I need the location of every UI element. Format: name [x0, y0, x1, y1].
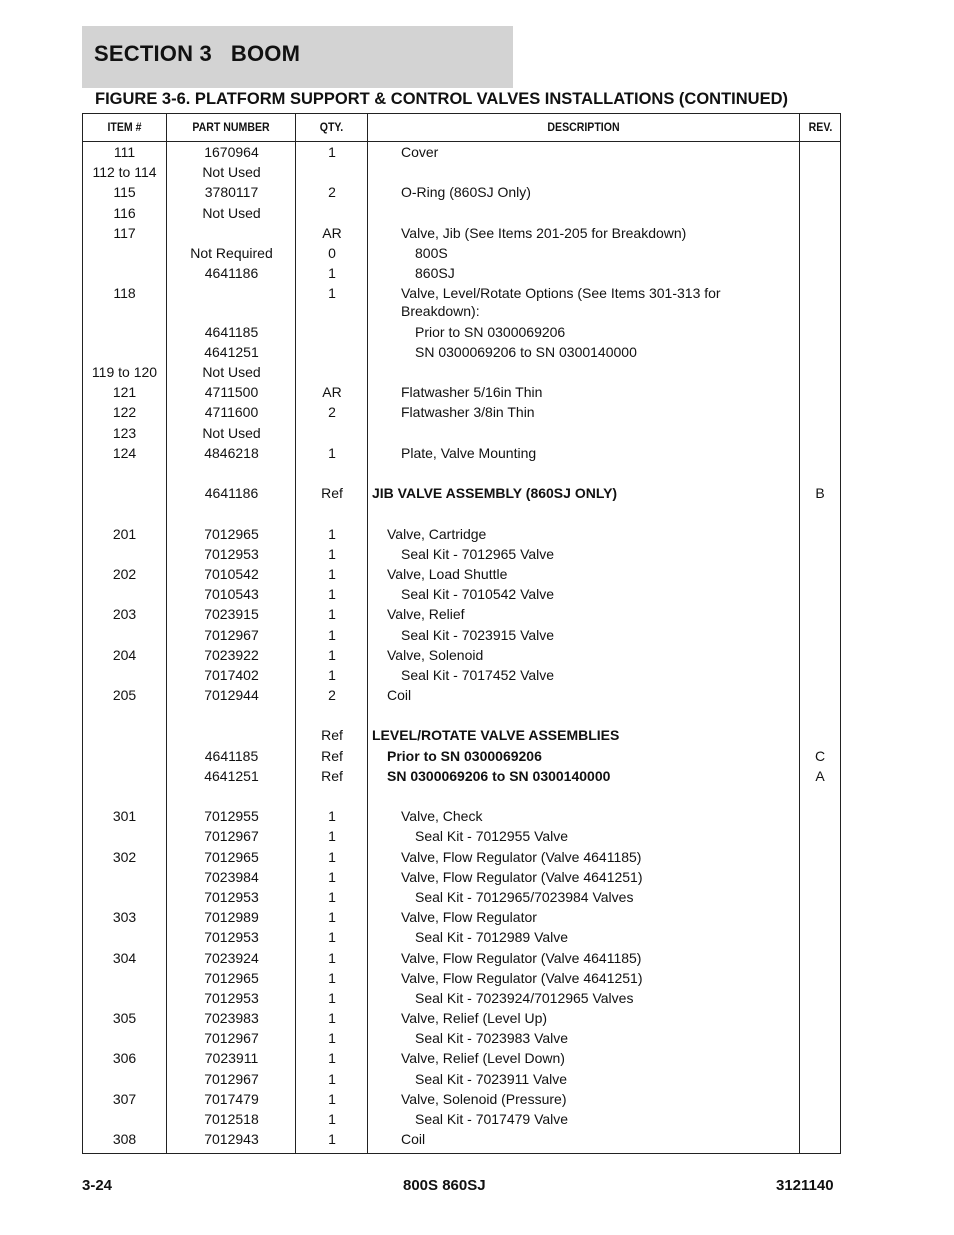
part-number-cell: 4711600: [204, 404, 259, 421]
description-cell: Prior to SN 0300069206: [387, 747, 542, 764]
table-row: [83, 766, 840, 786]
table-row: [83, 806, 840, 826]
item-cell: 204: [112, 646, 137, 663]
description-cell: Seal Kit - 7012965/7023984 Valves: [415, 888, 634, 905]
table-row: [83, 1109, 840, 1129]
item-cell: 124: [112, 444, 137, 461]
part-number-cell: 7012967: [204, 828, 259, 845]
part-number-cell: 7023924: [204, 949, 259, 966]
qty-cell: 1: [328, 1070, 336, 1087]
header-qty: QTY.: [319, 120, 344, 134]
part-number-cell: 7012953: [204, 989, 259, 1006]
table-row: [83, 322, 840, 342]
part-number-cell: 7012965: [204, 525, 259, 542]
part-number-cell: Not Used: [202, 204, 261, 221]
table-row: [83, 524, 840, 544]
description-cell: JIB VALVE ASSEMBLY (860SJ ONLY): [372, 485, 618, 502]
part-number-cell: 1670964: [204, 144, 259, 160]
item-cell: 307: [112, 1090, 137, 1107]
qty-cell: 2: [328, 687, 336, 704]
qty-cell: 1: [328, 606, 336, 623]
qty-cell: AR: [322, 384, 342, 401]
qty-cell: 1: [328, 828, 336, 845]
qty-cell: 1: [328, 545, 336, 562]
page-number: 3-24: [82, 1177, 113, 1194]
table-row: [83, 645, 840, 665]
part-number-cell: 4641185: [204, 747, 259, 764]
table-row: [83, 142, 840, 162]
item-cell: 202: [112, 565, 137, 582]
table-row: [83, 927, 840, 947]
table-row: [83, 423, 840, 443]
qty-cell: 1: [328, 1131, 336, 1148]
table-body: [83, 142, 840, 1153]
table-row: [83, 725, 840, 745]
part-number-cell: 7012953: [204, 929, 259, 946]
description-cell: Valve, Flow Regulator (Valve 4641251): [401, 868, 643, 885]
description-cell: Cover: [401, 144, 439, 160]
table-row: [83, 362, 840, 382]
part-number-cell: 7012953: [204, 545, 259, 562]
item-cell: 121: [112, 384, 137, 401]
description-cell: Valve, Load Shuttle: [387, 565, 508, 582]
part-number-cell: 7012967: [204, 1030, 259, 1047]
qty-cell: 1: [328, 929, 336, 946]
part-number-cell: 7023915: [204, 606, 259, 623]
part-number-cell: 7023983: [204, 1010, 259, 1027]
qty-cell: 1: [328, 888, 336, 905]
qty-cell: 1: [328, 666, 336, 683]
table-row: [83, 988, 840, 1008]
part-number-cell: 7010542: [204, 565, 259, 582]
section-banner: [82, 26, 513, 88]
description-cell: SN 0300069206 to SN 0300140000: [387, 767, 611, 784]
part-number-cell: 4846218: [204, 444, 259, 461]
part-number-cell: 4641186: [204, 485, 259, 502]
part-number-cell: 3780117: [204, 184, 259, 201]
table-row: [83, 948, 840, 968]
part-number-cell: Not Used: [202, 364, 261, 381]
description-cell: Valve, Cartridge: [387, 525, 487, 542]
description-cell: Seal Kit - 7023924/7012965 Valves: [415, 989, 634, 1006]
part-number-cell: 7017402: [204, 666, 259, 683]
part-number-cell: 4641185: [204, 323, 259, 340]
qty-cell: AR: [322, 224, 342, 241]
item-cell: 203: [112, 606, 137, 623]
part-number-cell: 7012967: [204, 1070, 259, 1087]
item-cell: 112 to 114: [92, 164, 157, 181]
table-row: [83, 665, 840, 685]
part-number-cell: 7012967: [204, 626, 259, 643]
section-title: SECTION 3 BOOM: [94, 41, 301, 66]
description-cell: Valve, Level/Rotate Options (See Items 301-313 for Breakdown):: [401, 285, 721, 320]
qty-cell: 1: [328, 949, 336, 966]
table-row: [83, 564, 840, 584]
qty-cell: 1: [328, 808, 336, 825]
part-number-cell: 7012518: [204, 1111, 259, 1127]
part-number-cell: 7012953: [204, 888, 259, 905]
qty-cell: 1: [328, 444, 336, 461]
description-cell: Valve, Solenoid (Pressure): [401, 1090, 567, 1107]
part-number-cell: Not Required: [190, 244, 273, 261]
item-cell: 123: [112, 424, 137, 441]
table-row: [83, 544, 840, 564]
table-row: [83, 1048, 840, 1068]
table-row: [83, 887, 840, 907]
part-number-cell: 7012989: [204, 909, 259, 926]
description-cell: LEVEL/ROTATE VALVE ASSEMBLIES: [372, 727, 620, 744]
description-cell: 800S: [415, 244, 448, 261]
qty-cell: 1: [328, 1030, 336, 1047]
item-cell: 306: [112, 1050, 137, 1067]
description-cell: Coil: [401, 1131, 426, 1148]
table-row: [83, 746, 840, 766]
description-cell: Valve, Flow Regulator: [401, 909, 537, 926]
table-row: [83, 243, 840, 263]
description-cell: Valve, Relief (Level Down): [401, 1050, 565, 1067]
description-cell: O-Ring (860SJ Only): [401, 184, 531, 201]
qty-cell: 1: [328, 565, 336, 582]
qty-cell: 0: [328, 244, 336, 261]
description-cell: Plate, Valve Mounting: [401, 444, 537, 461]
table-row: [83, 1129, 840, 1149]
description-cell: Valve, Flow Regulator (Valve 4641251): [401, 969, 643, 986]
header-part-number: PART NUMBER: [192, 120, 270, 134]
item-cell: 111: [113, 144, 136, 160]
qty-cell: 2: [328, 184, 336, 201]
description-cell: Flatwasher 5/16in Thin: [401, 384, 543, 401]
table-row: [83, 867, 840, 887]
part-number-cell: 7023911: [204, 1050, 259, 1067]
table-row: [83, 685, 840, 705]
description-cell: Valve, Flow Regulator (Valve 4641185): [401, 848, 642, 865]
description-cell: Seal Kit - 7012965 Valve: [401, 545, 555, 562]
table-row: [83, 382, 840, 402]
qty-cell: 1: [328, 525, 336, 542]
qty-cell: 1: [328, 868, 336, 885]
qty-cell: 1: [328, 285, 336, 302]
description-cell: Seal Kit - 7017479 Valve: [415, 1111, 569, 1127]
qty-cell: 1: [328, 989, 336, 1006]
description-cell: Seal Kit - 7023983 Valve: [415, 1030, 569, 1047]
description-cell: Valve, Relief (Level Up): [401, 1010, 548, 1027]
part-number-cell: 7012943: [204, 1131, 259, 1148]
description-cell: Seal Kit - 7023915 Valve: [401, 626, 555, 643]
table-row: [83, 1028, 840, 1048]
table-row: [83, 1089, 840, 1109]
header-description: DESCRIPTION: [547, 120, 620, 134]
part-number-cell: Not Used: [202, 164, 261, 181]
table-row: [83, 826, 840, 846]
part-number-cell: 7012965: [204, 848, 259, 865]
description-cell: Valve, Check: [401, 808, 483, 825]
table-row: [83, 342, 840, 362]
figure-title: FIGURE 3-6. PLATFORM SUPPORT & CONTROL VALVES INSTALLATIONS (CONTINUED): [95, 90, 788, 108]
qty-cell: 1: [328, 909, 336, 926]
table-row: [83, 443, 840, 463]
blank-row: [83, 786, 840, 806]
table-row: [83, 162, 840, 182]
table-row: [83, 402, 840, 422]
description-cell: Seal Kit - 7012955 Valve: [415, 828, 569, 845]
qty-cell: 1: [328, 586, 336, 603]
qty-cell: 1: [328, 265, 336, 282]
description-cell: Valve, Solenoid: [387, 646, 484, 663]
blank-row: [83, 705, 840, 725]
description-cell: SN 0300069206 to SN 0300140000: [415, 343, 637, 360]
table-row: [83, 1008, 840, 1028]
header-item: ITEM #: [107, 120, 142, 134]
table-row: [83, 968, 840, 988]
description-cell: Seal Kit - 7012989 Valve: [415, 929, 569, 946]
part-number-cell: 7017479: [204, 1090, 259, 1107]
table-row: [83, 223, 840, 243]
description-cell: Valve, Relief: [387, 606, 465, 623]
part-number-cell: 7023922: [204, 646, 259, 663]
part-number-cell: 4711500: [204, 384, 259, 401]
table-header-row: [83, 114, 840, 142]
table-row: [83, 483, 840, 503]
description-cell: Coil: [387, 687, 412, 704]
item-cell: 122: [112, 404, 137, 421]
qty-cell: 1: [328, 1010, 336, 1027]
qty-cell: 1: [328, 144, 336, 160]
blank-row: [83, 503, 840, 523]
qty-cell: Ref: [321, 727, 343, 744]
table-row: [83, 604, 840, 624]
table-row: [83, 182, 840, 202]
item-cell: 115: [113, 184, 136, 201]
item-cell: 303: [112, 909, 137, 926]
part-number-cell: 4641251: [204, 767, 259, 784]
blank-row: [83, 463, 840, 483]
table-row: [83, 1069, 840, 1089]
description-cell: Seal Kit - 7010542 Valve: [401, 586, 555, 603]
description-cell: Valve, Jib (See Items 201-205 for Breakdown): [401, 224, 687, 241]
table-row: [83, 847, 840, 867]
description-cell: Valve, Flow Regulator (Valve 4641185): [401, 949, 642, 966]
qty-cell: 1: [328, 1090, 336, 1107]
qty-cell: 1: [328, 1050, 336, 1067]
description-cell: Seal Kit - 7017452 Valve: [401, 666, 555, 683]
qty-cell: Ref: [321, 485, 343, 502]
qty-cell: 1: [328, 646, 336, 663]
qty-cell: Ref: [321, 767, 343, 784]
item-cell: 116: [113, 204, 136, 221]
header-rev: REV.: [808, 120, 833, 134]
description-cell: Prior to SN 0300069206: [415, 323, 566, 340]
part-number-cell: 7012965: [204, 969, 259, 986]
table-row: [83, 203, 840, 223]
item-cell: 302: [112, 848, 137, 865]
model-name: 800S 860SJ: [403, 1177, 486, 1194]
item-cell: 304: [112, 949, 137, 966]
part-number-cell: 7012955: [204, 808, 259, 825]
table-row: [83, 263, 840, 283]
qty-cell: 1: [328, 1111, 336, 1127]
part-number-cell: 4641186: [204, 265, 259, 282]
part-number-cell: 7023984: [204, 868, 259, 885]
item-cell: 308: [112, 1131, 137, 1148]
table-row: [83, 283, 840, 321]
item-cell: 117: [113, 224, 136, 241]
rev-cell: A: [815, 767, 825, 784]
qty-cell: 1: [328, 969, 336, 986]
item-cell: 118: [113, 285, 136, 302]
rev-cell: B: [815, 485, 825, 502]
doc-number: 3121140: [776, 1177, 834, 1194]
description-cell: Seal Kit - 7023911 Valve: [415, 1070, 568, 1087]
part-number-cell: 4641251: [204, 343, 259, 360]
item-cell: 201: [112, 525, 137, 542]
qty-cell: 1: [328, 626, 336, 643]
qty-cell: 2: [328, 404, 336, 421]
table-row: [83, 907, 840, 927]
part-number-cell: Not Used: [202, 424, 261, 441]
qty-cell: Ref: [321, 747, 343, 764]
table-row: [83, 625, 840, 645]
rev-cell: C: [814, 747, 826, 764]
table-row: [83, 584, 840, 604]
item-cell: 119 to 120: [91, 364, 158, 381]
description-cell: Flatwasher 3/8in Thin: [401, 404, 535, 421]
description-cell: 860SJ: [415, 265, 455, 282]
qty-cell: 1: [328, 848, 336, 865]
item-cell: 305: [112, 1010, 137, 1027]
part-number-cell: 7012944: [204, 687, 259, 704]
item-cell: 205: [112, 687, 137, 704]
parts-table: [82, 113, 841, 1154]
part-number-cell: 7010543: [204, 586, 259, 603]
item-cell: 301: [112, 808, 137, 825]
